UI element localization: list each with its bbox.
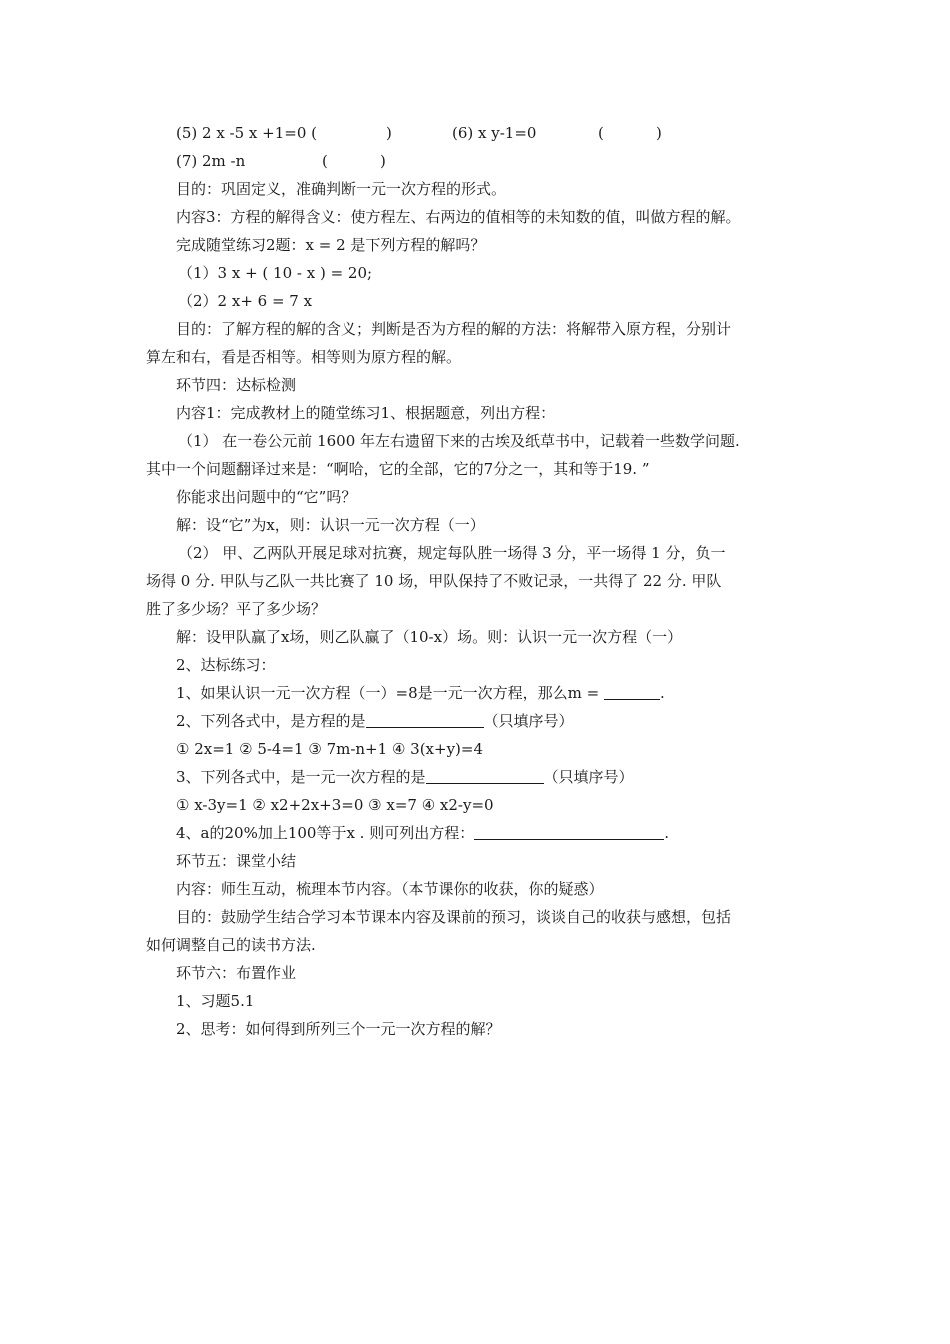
section-heading: 2、达标练习： (176, 656, 276, 674)
exercise-line-7 (146, 147, 810, 175)
question-text: 1、如果认识一元一次方程（一）=8是一元一次方程，那么m = (176, 684, 604, 702)
section-heading: 环节五：课堂小结 (176, 852, 297, 870)
paragraph: 内容：师生互动，梳理本节内容。（本节课你的收获，你的疑惑） (176, 880, 604, 898)
paragraph: （1）3 x + ( 10 - x ) = 20; (178, 264, 373, 282)
exercise-7: (7) 2m -n (176, 152, 246, 170)
question-4 (146, 819, 810, 847)
question-end: . (660, 684, 665, 702)
paragraph: （2） 甲、乙两队开展足球对抗赛，规定每队胜一场得 3 分，平一场得 1 分，负一 (178, 544, 726, 562)
options-line: ① x-3y=1 ② x2+2x+3=0 ③ x=7 ④ x2-y=0 (176, 796, 494, 814)
exercise-7-bracket-close: ) (380, 152, 386, 170)
paragraph: 你能求出问题中的“它”吗？ (176, 488, 357, 506)
question-end: . (664, 824, 670, 842)
exercise-line-5-6 (146, 119, 810, 147)
section-heading: 环节四：达标检测 (176, 376, 297, 394)
question-end: （只填序号） (543, 768, 634, 786)
paragraph: 胜了多少场？平了多少场？ (146, 600, 327, 618)
paragraph: 场得 0 分. 甲队与乙队一共比赛了 10 场，甲队保持了不败记录，一共得了 22 分. 甲队 (146, 572, 722, 590)
paragraph: （2）2 x+ 6 = 7 x (178, 292, 313, 310)
paragraph: 算左和右，看是否相等。相等则为原方程的解。 (146, 348, 462, 366)
options-line: ① 2x=1 ② 5-4=1 ③ 7m-n+1 ④ 3(x+y)=4 (176, 740, 484, 758)
paragraph: 2、思考：如何得到所列三个一元一次方程的解？ (176, 1020, 501, 1038)
paragraph: 解：设甲队赢了x场，则乙队赢了（10-x）场。则：认识一元一次方程（一） (176, 628, 683, 646)
paragraph: 解：设“它”为x，则：认识一元一次方程（一） (176, 516, 485, 534)
document-body (146, 119, 810, 1043)
paragraph: 内容1：完成教材上的随堂练习1、根据题意，列出方程： (176, 404, 556, 422)
question-2 (146, 707, 810, 735)
answer-blank[interactable] (426, 766, 544, 784)
paragraph: 目的：了解方程的解的含义；判断是否为方程的解的方法：将解带入原方程，分别计 (176, 320, 732, 338)
paragraph: 其中一个问题翻译过来是：“啊哈，它的全部，它的7分之一，其和等于19. ” (146, 460, 650, 478)
paragraph: 目的：鼓励学生结合学习本节课本内容及课前的预习，谈谈自己的收获与感想，包括 (176, 908, 732, 926)
question-1 (146, 679, 810, 707)
exercise-5-bracket: ) (386, 124, 392, 142)
exercise-6-bracket-close: ) (656, 124, 662, 142)
exercise-6: (6) x y-1=0 (452, 124, 537, 142)
answer-blank[interactable] (604, 682, 660, 700)
paragraph: 内容3：方程的解得含义：使方程左、右两边的值相等的未知数的值，叫做方程的解。 (176, 208, 741, 226)
question-text: 4、a的20%加上100等于x . 则可列出方程： (176, 824, 475, 842)
question-text: 3、下列各式中，是一元一次方程的是 (176, 768, 426, 786)
question-text: 2、下列各式中，是方程的是 (176, 712, 366, 730)
paragraph: 1、习题5.1 (176, 992, 255, 1010)
question-end: （只填序号） (483, 712, 574, 730)
paragraph: 完成随堂练习2题：x = 2 是下列方程的解吗？ (176, 236, 486, 254)
exercise-5: (5) 2 x -5 x +1=0 ( (176, 124, 318, 142)
answer-blank[interactable] (474, 822, 664, 840)
answer-blank[interactable] (366, 710, 484, 728)
paragraph: 目的：巩固定义，准确判断一元一次方程的形式。 (176, 180, 507, 198)
paragraph: （1） 在一卷公元前 1600 年左右遗留下来的古埃及纸草书中，记载着一些数学问题. (178, 432, 740, 450)
paragraph: 如何调整自己的读书方法. (146, 936, 316, 954)
exercise-6-bracket-open: ( (598, 124, 604, 142)
exercise-7-bracket-open: ( (322, 152, 328, 170)
question-3 (146, 763, 810, 791)
section-heading: 环节六：布置作业 (176, 964, 297, 982)
